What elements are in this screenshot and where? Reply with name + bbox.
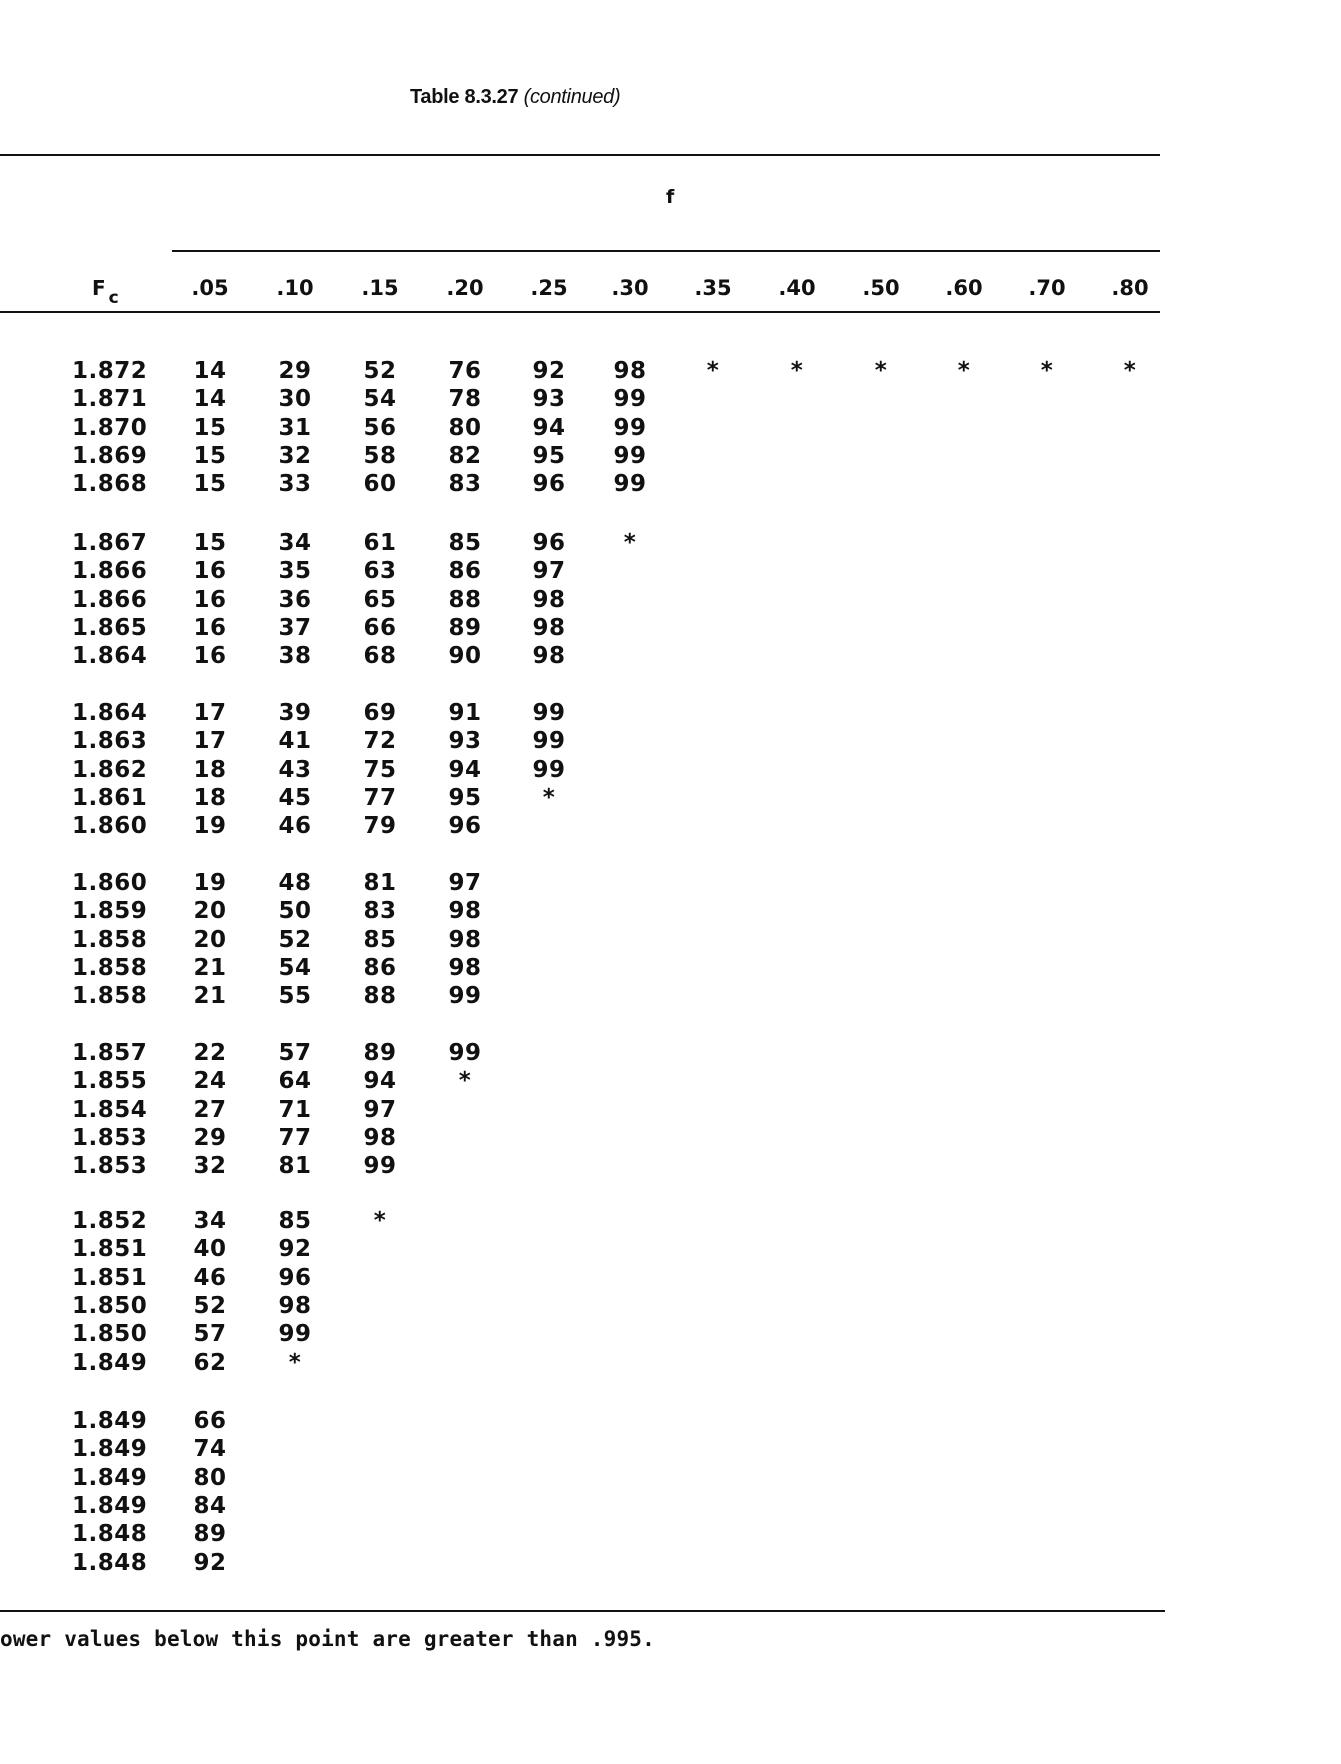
power-value: 99 [613,471,647,498]
power-value: * [542,784,556,811]
fc-value: 1.849 [72,1408,148,1434]
power-value: 63 [363,558,397,585]
power-value: 71 [278,1096,312,1123]
power-value: * [706,358,720,384]
power-value: 92 [532,358,566,384]
fc-value: 1.859 [72,898,148,925]
power-value: 36 [278,586,312,613]
table-row [0,898,1200,926]
column-header: .15 [361,276,399,300]
power-value: 54 [278,954,312,981]
fc-value: 1.849 [72,1492,148,1519]
power-value: 17 [193,700,227,726]
table-title [410,86,620,109]
power-value: 65 [363,586,397,613]
power-value: 88 [363,983,397,1010]
power-value: * [623,530,637,556]
table-title-main: Table 8.3.27 [410,86,519,108]
power-value: 85 [363,926,397,953]
table-row [0,785,1200,813]
table-row [0,443,1200,471]
power-value: 34 [278,530,312,556]
power-value: 16 [193,586,227,613]
power-value: 57 [193,1321,227,1348]
power-value: 83 [363,898,397,925]
fc-value: 1.850 [72,1292,148,1319]
power-value: 84 [193,1492,227,1519]
power-value: 19 [193,870,227,896]
power-value: 41 [278,728,312,755]
power-value: 89 [193,1521,227,1548]
power-value: 95 [448,784,482,811]
power-value: 18 [193,784,227,811]
power-value: 96 [532,530,566,556]
power-value: 98 [363,1124,397,1151]
fc-value: 1.868 [72,471,148,498]
power-value: 99 [448,1040,482,1066]
footnote: ower values below this point are greater than .995. [0,1627,655,1651]
column-header: .40 [778,276,816,300]
table-row [0,1125,1200,1153]
table-row [0,983,1200,1011]
table-row [0,1236,1200,1264]
table-row [0,530,1200,558]
power-value: 98 [532,614,566,641]
power-value: 20 [193,898,227,925]
power-value: * [957,358,971,384]
fc-value: 1.855 [72,1068,148,1095]
power-value: 94 [363,1068,397,1095]
power-value: * [1123,358,1137,384]
fc-value: 1.872 [72,358,148,384]
column-header: .30 [611,276,649,300]
power-value: 39 [278,700,312,726]
power-value: 58 [363,442,397,469]
fc-value: 1.870 [72,414,148,441]
power-value: 52 [278,926,312,953]
group-rule [172,250,1160,252]
power-value: 46 [278,813,312,840]
power-value: 15 [193,471,227,498]
power-value: 98 [278,1292,312,1319]
power-value: 80 [448,414,482,441]
power-value: 96 [532,471,566,498]
power-value: * [373,1208,387,1234]
power-value: 35 [278,558,312,585]
power-value: 40 [193,1236,227,1263]
column-header: .70 [1028,276,1066,300]
table-row [0,386,1200,414]
fc-value: 1.849 [72,1349,148,1376]
table-title-suffix: (continued) [523,86,621,108]
power-value: 99 [532,700,566,726]
power-value: * [288,1349,302,1376]
power-value: 15 [193,530,227,556]
column-header: .25 [530,276,568,300]
power-value: 99 [613,386,647,413]
power-value: 81 [363,870,397,896]
power-value: 93 [532,386,566,413]
power-value: 79 [363,813,397,840]
power-value: 68 [363,643,397,670]
power-value: 38 [278,643,312,670]
power-value: 62 [193,1349,227,1376]
power-value: 94 [532,414,566,441]
power-value: 76 [448,358,482,384]
power-value: 82 [448,442,482,469]
table-row [0,1265,1200,1293]
power-value: 24 [193,1068,227,1095]
power-value: 98 [448,898,482,925]
table-row [0,358,1200,386]
power-value: 99 [448,983,482,1010]
power-value: 46 [193,1264,227,1291]
power-value: 88 [448,586,482,613]
column-header: .50 [862,276,900,300]
power-value: 22 [193,1040,227,1066]
fc-value: 1.850 [72,1321,148,1348]
power-value: 98 [448,954,482,981]
power-value: 30 [278,386,312,413]
fc-value: 1.871 [72,386,148,413]
power-value: 96 [278,1264,312,1291]
power-value: 33 [278,471,312,498]
fc-value: 1.858 [72,926,148,953]
power-value: * [1040,358,1054,384]
column-group-label: f [666,186,675,208]
table-row [0,1293,1200,1321]
power-value: 64 [278,1068,312,1095]
power-value: 78 [448,386,482,413]
fc-value: 1.858 [72,983,148,1010]
power-value: * [458,1068,472,1095]
column-header: .60 [945,276,983,300]
fc-value: 1.854 [72,1096,148,1123]
power-value: 80 [193,1464,227,1491]
power-value: 21 [193,954,227,981]
power-value: 98 [532,643,566,670]
table-row [0,1493,1200,1521]
power-value: 29 [278,358,312,384]
table-row [0,1321,1200,1349]
column-header: .35 [694,276,732,300]
power-value: * [790,358,804,384]
power-value: 74 [193,1436,227,1463]
power-value: 97 [532,558,566,585]
table-row [0,757,1200,785]
table-row [0,1040,1200,1068]
power-value: 50 [278,898,312,925]
fc-value: 1.864 [72,700,148,726]
power-value: 52 [363,358,397,384]
power-value: 69 [363,700,397,726]
table-row [0,471,1200,499]
fc-value: 1.866 [72,586,148,613]
column-header: .20 [446,276,484,300]
power-value: 97 [448,870,482,896]
power-value: 48 [278,870,312,896]
power-value: 61 [363,530,397,556]
power-value: 99 [532,756,566,783]
power-value: 27 [193,1096,227,1123]
fc-value: 1.867 [72,530,148,556]
table-row [0,1208,1200,1236]
power-value: 55 [278,983,312,1010]
power-value: 54 [363,386,397,413]
power-value: 20 [193,926,227,953]
bottom-rule [0,1610,1165,1612]
power-value: 16 [193,643,227,670]
power-value: 19 [193,813,227,840]
row-header-label: F $_c$ [92,276,119,308]
fc-value: 1.858 [72,954,148,981]
power-value: 17 [193,728,227,755]
fc-value: 1.851 [72,1264,148,1291]
power-value: 99 [278,1321,312,1348]
table-row [0,587,1200,615]
power-value: 81 [278,1153,312,1180]
table-row [0,1550,1200,1578]
fc-value: 1.861 [72,784,148,811]
table-row [0,1436,1200,1464]
power-value: 98 [613,358,647,384]
power-value: 16 [193,558,227,585]
header-rule [0,311,1160,313]
power-value: 66 [363,614,397,641]
fc-value: 1.849 [72,1464,148,1491]
power-value: 77 [278,1124,312,1151]
power-value: 96 [448,813,482,840]
power-value: 91 [448,700,482,726]
power-value: 85 [278,1208,312,1234]
power-value: 14 [193,386,227,413]
top-rule [0,154,1160,156]
table-row [0,558,1200,586]
power-value: 66 [193,1408,227,1434]
fc-value: 1.853 [72,1153,148,1180]
table-row [0,700,1200,728]
power-value: 92 [278,1236,312,1263]
power-value: 16 [193,614,227,641]
power-value: 15 [193,442,227,469]
power-value: 21 [193,983,227,1010]
power-value: 90 [448,643,482,670]
power-value: 45 [278,784,312,811]
fc-value: 1.848 [72,1521,148,1548]
power-value: * [874,358,888,384]
power-value: 95 [532,442,566,469]
table-row [0,1350,1200,1378]
power-value: 72 [363,728,397,755]
fc-value: 1.866 [72,558,148,585]
table-row [0,1521,1200,1549]
fc-value: 1.865 [72,614,148,641]
table-row [0,1465,1200,1493]
table-row [0,955,1200,983]
power-value: 99 [613,442,647,469]
column-header: .80 [1111,276,1149,300]
power-value: 15 [193,414,227,441]
power-value: 94 [448,756,482,783]
power-value: 83 [448,471,482,498]
table-row [0,728,1200,756]
fc-value: 1.852 [72,1208,148,1234]
table-row [0,1097,1200,1125]
fc-value: 1.863 [72,728,148,755]
table-row [0,813,1200,841]
power-value: 31 [278,414,312,441]
power-value: 99 [363,1153,397,1180]
fc-value: 1.851 [72,1236,148,1263]
power-value: 89 [363,1040,397,1066]
power-value: 14 [193,358,227,384]
fc-value: 1.860 [72,870,148,896]
table-row [0,1153,1200,1181]
power-value: 99 [532,728,566,755]
power-value: 52 [193,1292,227,1319]
power-value: 93 [448,728,482,755]
table-row [0,643,1200,671]
fc-value: 1.848 [72,1549,148,1576]
power-value: 89 [448,614,482,641]
power-value: 77 [363,784,397,811]
fc-value: 1.857 [72,1040,148,1066]
table-row [0,1068,1200,1096]
fc-value: 1.860 [72,813,148,840]
power-value: 32 [278,442,312,469]
power-value: 60 [363,471,397,498]
power-value: 57 [278,1040,312,1066]
power-value: 97 [363,1096,397,1123]
fc-value: 1.869 [72,442,148,469]
power-value: 37 [278,614,312,641]
power-value: 18 [193,756,227,783]
fc-value: 1.864 [72,643,148,670]
power-value: 29 [193,1124,227,1151]
table-row [0,927,1200,955]
column-header: .10 [276,276,314,300]
fc-value: 1.849 [72,1436,148,1463]
table-row [0,615,1200,643]
power-value: 56 [363,414,397,441]
power-value: 86 [448,558,482,585]
power-value: 85 [448,530,482,556]
table-row [0,870,1200,898]
fc-value: 1.862 [72,756,148,783]
power-value: 98 [532,586,566,613]
power-value: 32 [193,1153,227,1180]
power-value: 92 [193,1549,227,1576]
power-value: 86 [363,954,397,981]
power-value: 34 [193,1208,227,1234]
power-value: 75 [363,756,397,783]
table-row [0,415,1200,443]
table-row [0,1408,1200,1436]
power-value: 99 [613,414,647,441]
column-header: .05 [191,276,229,300]
power-value: 43 [278,756,312,783]
power-value: 98 [448,926,482,953]
fc-value: 1.853 [72,1124,148,1151]
